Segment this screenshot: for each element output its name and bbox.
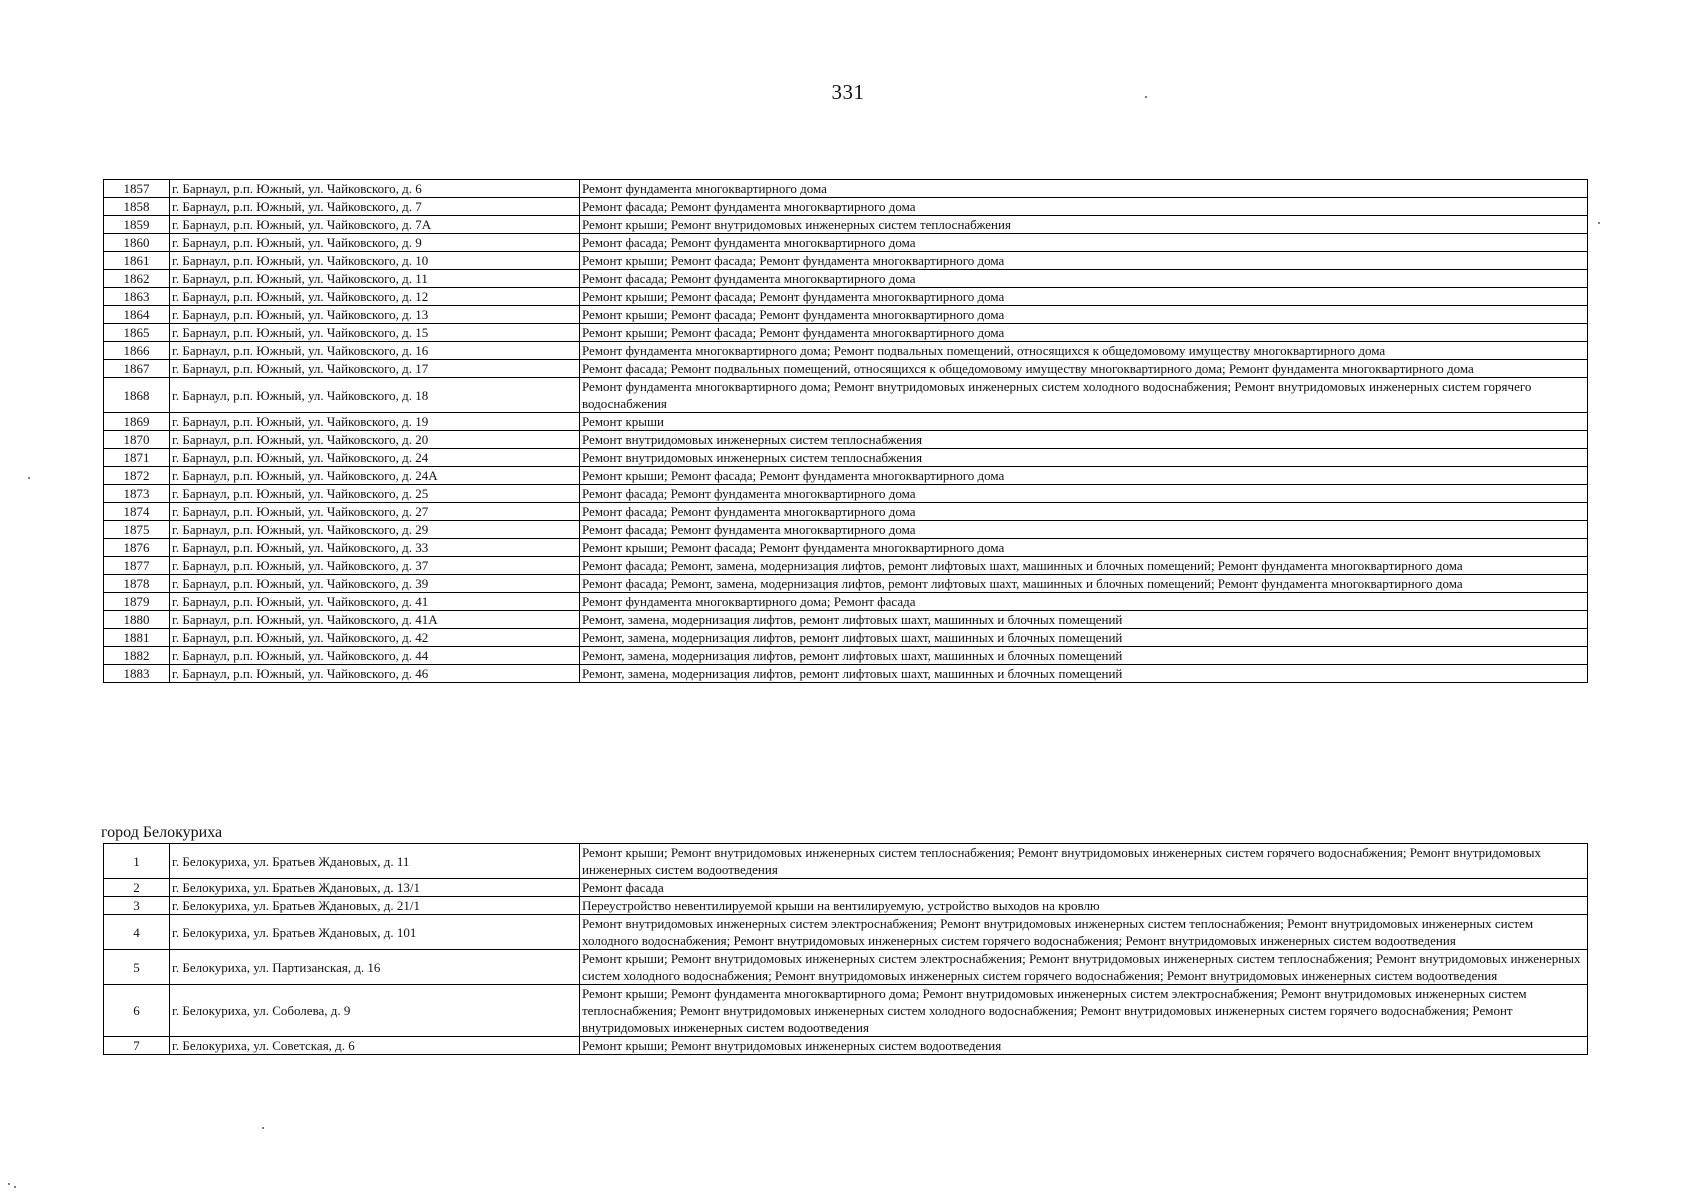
scan-speck xyxy=(28,477,30,479)
row-work-type: Ремонт внутридомовых инженерных систем электроснабжения; Ремонт внутридомовых инженерных систем теплоснабжения; Ремонт внутридомовых инженерных систем холодного водоснабжения; Ремонт внутридомовых инженерных систем горячего водоснабжения; Ремонт внутридомовых инженерных систем водоотведения xyxy=(580,915,1588,950)
table-row xyxy=(104,879,1588,897)
row-number: 7 xyxy=(104,1037,170,1055)
table-row xyxy=(104,485,1588,503)
row-work-type: Ремонт внутридомовых инженерных систем теплоснабжения xyxy=(580,449,1588,467)
row-work-type: Ремонт фасада; Ремонт, замена, модернизация лифтов, ремонт лифтовых шахт, машинных и блочных помещений; Ремонт фундамента многоквартирного дома xyxy=(580,557,1588,575)
row-number: 1858 xyxy=(104,198,170,216)
table-row xyxy=(104,897,1588,915)
row-work-type: Ремонт фасада; Ремонт фундамента многоквартирного дома xyxy=(580,485,1588,503)
row-number: 1878 xyxy=(104,575,170,593)
row-number: 1881 xyxy=(104,629,170,647)
row-number: 1876 xyxy=(104,539,170,557)
table-row xyxy=(104,521,1588,539)
row-address: г. Белокуриха, ул. Братьев Ждановых, д. 11 xyxy=(170,844,580,879)
row-number: 1883 xyxy=(104,665,170,683)
table-row xyxy=(104,575,1588,593)
row-work-type: Ремонт фасада; Ремонт фундамента многоквартирного дома xyxy=(580,270,1588,288)
row-work-type: Ремонт фундамента многоквартирного дома; Ремонт внутридомовых инженерных систем холодного водоснабжения; Ремонт внутридомовых инженерных систем горячего водоснабжения xyxy=(580,378,1588,413)
row-address: г. Барнаул, р.п. Южный, ул. Чайковского, д. 16 xyxy=(170,342,580,360)
row-address: г. Белокуриха, ул. Соболева, д. 9 xyxy=(170,985,580,1037)
row-number: 1872 xyxy=(104,467,170,485)
row-address: г. Барнаул, р.п. Южный, ул. Чайковского, д. 18 xyxy=(170,378,580,413)
table-row xyxy=(104,629,1588,647)
table-row xyxy=(104,611,1588,629)
row-number: 1869 xyxy=(104,413,170,431)
row-number: 4 xyxy=(104,915,170,950)
row-work-type: Ремонт крыши; Ремонт фасада; Ремонт фундамента многоквартирного дома xyxy=(580,306,1588,324)
row-number: 1877 xyxy=(104,557,170,575)
row-address: г. Барнаул, р.п. Южный, ул. Чайковского, д. 10 xyxy=(170,252,580,270)
table-row xyxy=(104,288,1588,306)
row-address: г. Барнаул, р.п. Южный, ул. Чайковского, д. 6 xyxy=(170,180,580,198)
row-number: 1857 xyxy=(104,180,170,198)
row-number: 1867 xyxy=(104,360,170,378)
row-address: г. Барнаул, р.п. Южный, ул. Чайковского, д. 33 xyxy=(170,539,580,557)
row-address: г. Барнаул, р.п. Южный, ул. Чайковского, д. 17 xyxy=(170,360,580,378)
row-number: 1875 xyxy=(104,521,170,539)
scan-speck xyxy=(14,1186,16,1188)
row-work-type: Ремонт фасада xyxy=(580,879,1588,897)
row-address: г. Белокуриха, ул. Братьев Ждановых, д. 21/1 xyxy=(170,897,580,915)
table-row xyxy=(104,539,1588,557)
row-work-type: Ремонт крыши; Ремонт фасада; Ремонт фундамента многоквартирного дома xyxy=(580,252,1588,270)
table-row xyxy=(104,378,1588,413)
row-number: 1865 xyxy=(104,324,170,342)
row-work-type: Ремонт фасада; Ремонт подвальных помещений, относящихся к общедомовому имуществу многоквартирного дома; Ремонт фундамента многоквартирного дома xyxy=(580,360,1588,378)
row-number: 1 xyxy=(104,844,170,879)
row-number: 1859 xyxy=(104,216,170,234)
section-title: город Белокуриха xyxy=(101,824,223,841)
row-address: г. Барнаул, р.п. Южный, ул. Чайковского, д. 13 xyxy=(170,306,580,324)
row-address: г. Барнаул, р.п. Южный, ул. Чайковского, д. 7А xyxy=(170,216,580,234)
row-address: г. Белокуриха, ул. Братьев Ждановых, д. 101 xyxy=(170,915,580,950)
row-work-type: Ремонт крыши; Ремонт фасада; Ремонт фундамента многоквартирного дома xyxy=(580,324,1588,342)
row-address: г. Барнаул, р.п. Южный, ул. Чайковского, д. 29 xyxy=(170,521,580,539)
table-row xyxy=(104,180,1588,198)
row-number: 1882 xyxy=(104,647,170,665)
row-work-type: Ремонт фасада; Ремонт, замена, модернизация лифтов, ремонт лифтовых шахт, машинных и блочных помещений; Ремонт фундамента многоквартирного дома xyxy=(580,575,1588,593)
row-work-type: Ремонт крыши; Ремонт фундамента многоквартирного дома; Ремонт внутридомовых инженерных систем электроснабжения; Ремонт внутридомовых инженерных систем теплоснабжения; Ремонт внутридомовых инженерных систем холодного водоснабжения; Ремонт внутридомовых инженерных систем горячего водоснабжения; Ремонт внутридомовых инженерных систем водоотведения xyxy=(580,985,1588,1037)
row-address: г. Барнаул, р.п. Южный, ул. Чайковского, д. 19 xyxy=(170,413,580,431)
row-address: г. Барнаул, р.п. Южный, ул. Чайковского, д. 20 xyxy=(170,431,580,449)
row-number: 1874 xyxy=(104,503,170,521)
row-address: г. Барнаул, р.п. Южный, ул. Чайковского, д. 42 xyxy=(170,629,580,647)
scan-speck xyxy=(262,1127,264,1129)
row-work-type: Ремонт крыши xyxy=(580,413,1588,431)
table-row xyxy=(104,593,1588,611)
row-work-type: Ремонт, замена, модернизация лифтов, ремонт лифтовых шахт, машинных и блочных помещений xyxy=(580,611,1588,629)
row-address: г. Барнаул, р.п. Южный, ул. Чайковского, д. 12 xyxy=(170,288,580,306)
table-row xyxy=(104,198,1588,216)
row-address: г. Барнаул, р.п. Южный, ул. Чайковского, д. 7 xyxy=(170,198,580,216)
row-address: г. Барнаул, р.п. Южный, ул. Чайковского, д. 41А xyxy=(170,611,580,629)
repair-table-belokuriha xyxy=(103,843,1588,1055)
row-work-type: Ремонт фасада; Ремонт фундамента многоквартирного дома xyxy=(580,503,1588,521)
table-row xyxy=(104,665,1588,683)
table-row xyxy=(104,216,1588,234)
row-number: 1868 xyxy=(104,378,170,413)
row-address: г. Барнаул, р.п. Южный, ул. Чайковского, д. 39 xyxy=(170,575,580,593)
scan-speck xyxy=(8,1183,10,1185)
row-address: г. Барнаул, р.п. Южный, ул. Чайковского, д. 27 xyxy=(170,503,580,521)
table-row xyxy=(104,234,1588,252)
table-row xyxy=(104,557,1588,575)
row-number: 5 xyxy=(104,950,170,985)
table-row xyxy=(104,306,1588,324)
row-work-type: Ремонт крыши; Ремонт внутридомовых инженерных систем электроснабжения; Ремонт внутридомовых инженерных систем теплоснабжения; Ремонт внутридомовых инженерных систем холодного водоснабжения; Ремонт внутридомовых инженерных систем горячего водоснабжения; Ремонт внутридомовых инженерных систем водоотведения xyxy=(580,950,1588,985)
row-address: г. Барнаул, р.п. Южный, ул. Чайковского, д. 44 xyxy=(170,647,580,665)
row-number: 6 xyxy=(104,985,170,1037)
row-number: 1866 xyxy=(104,342,170,360)
table-row xyxy=(104,950,1588,985)
scan-speck xyxy=(1598,222,1600,224)
row-address: г. Барнаул, р.п. Южный, ул. Чайковского, д. 15 xyxy=(170,324,580,342)
row-number: 1860 xyxy=(104,234,170,252)
repair-table-barnaul xyxy=(103,179,1588,683)
table-row xyxy=(104,270,1588,288)
row-number: 1879 xyxy=(104,593,170,611)
table-row xyxy=(104,413,1588,431)
row-work-type: Ремонт крыши; Ремонт внутридомовых инженерных систем теплоснабжения; Ремонт внутридомовых инженерных систем горячего водоснабжения; Ремонт внутридомовых инженерных систем водоотведения xyxy=(580,844,1588,879)
row-work-type: Ремонт фасада; Ремонт фундамента многоквартирного дома xyxy=(580,198,1588,216)
row-address: г. Барнаул, р.п. Южный, ул. Чайковского, д. 37 xyxy=(170,557,580,575)
table-row xyxy=(104,324,1588,342)
table-row xyxy=(104,915,1588,950)
table-row xyxy=(104,449,1588,467)
row-number: 1871 xyxy=(104,449,170,467)
row-address: г. Барнаул, р.п. Южный, ул. Чайковского, д. 11 xyxy=(170,270,580,288)
row-work-type: Ремонт внутридомовых инженерных систем теплоснабжения xyxy=(580,431,1588,449)
row-work-type: Ремонт фундамента многоквартирного дома; Ремонт фасада xyxy=(580,593,1588,611)
table-row xyxy=(104,985,1588,1037)
page-number: 331 xyxy=(831,80,865,104)
row-work-type: Ремонт крыши; Ремонт внутридомовых инженерных систем водоотведения xyxy=(580,1037,1588,1055)
row-address: г. Барнаул, р.п. Южный, ул. Чайковского, д. 24А xyxy=(170,467,580,485)
row-address: г. Белокуриха, ул. Советская, д. 6 xyxy=(170,1037,580,1055)
row-number: 1864 xyxy=(104,306,170,324)
row-number: 2 xyxy=(104,879,170,897)
row-work-type: Ремонт, замена, модернизация лифтов, ремонт лифтовых шахт, машинных и блочных помещений xyxy=(580,665,1588,683)
row-work-type: Ремонт, замена, модернизация лифтов, ремонт лифтовых шахт, машинных и блочных помещений xyxy=(580,629,1588,647)
table-row xyxy=(104,467,1588,485)
row-address: г. Барнаул, р.п. Южный, ул. Чайковского, д. 25 xyxy=(170,485,580,503)
row-work-type: Ремонт крыши; Ремонт внутридомовых инженерных систем теплоснабжения xyxy=(580,216,1588,234)
scan-speck xyxy=(1145,96,1147,98)
table-row xyxy=(104,503,1588,521)
table-row xyxy=(104,360,1588,378)
row-number: 1870 xyxy=(104,431,170,449)
row-number: 1861 xyxy=(104,252,170,270)
row-work-type: Ремонт фундамента многоквартирного дома xyxy=(580,180,1588,198)
row-address: г. Белокуриха, ул. Партизанская, д. 16 xyxy=(170,950,580,985)
row-work-type: Ремонт фундамента многоквартирного дома; Ремонт подвальных помещений, относящихся к общедомовому имуществу многоквартирного дома xyxy=(580,342,1588,360)
row-number: 1880 xyxy=(104,611,170,629)
row-work-type: Ремонт крыши; Ремонт фасада; Ремонт фундамента многоквартирного дома xyxy=(580,467,1588,485)
table-row xyxy=(104,252,1588,270)
row-work-type: Ремонт крыши; Ремонт фасада; Ремонт фундамента многоквартирного дома xyxy=(580,288,1588,306)
row-work-type: Ремонт фасада; Ремонт фундамента многоквартирного дома xyxy=(580,234,1588,252)
table-row xyxy=(104,647,1588,665)
table-row xyxy=(104,431,1588,449)
row-address: г. Барнаул, р.п. Южный, ул. Чайковского, д. 41 xyxy=(170,593,580,611)
table-row xyxy=(104,844,1588,879)
row-work-type: Ремонт крыши; Ремонт фасада; Ремонт фундамента многоквартирного дома xyxy=(580,539,1588,557)
row-address: г. Барнаул, р.п. Южный, ул. Чайковского, д. 9 xyxy=(170,234,580,252)
row-address: г. Барнаул, р.п. Южный, ул. Чайковского, д. 24 xyxy=(170,449,580,467)
row-number: 1862 xyxy=(104,270,170,288)
row-address: г. Барнаул, р.п. Южный, ул. Чайковского, д. 46 xyxy=(170,665,580,683)
row-number: 1863 xyxy=(104,288,170,306)
table-row xyxy=(104,1037,1588,1055)
row-work-type: Переустройство невентилируемой крыши на вентилируемую, устройство выходов на кровлю xyxy=(580,897,1588,915)
row-number: 1873 xyxy=(104,485,170,503)
table-row xyxy=(104,342,1588,360)
row-work-type: Ремонт фасада; Ремонт фундамента многоквартирного дома xyxy=(580,521,1588,539)
row-work-type: Ремонт, замена, модернизация лифтов, ремонт лифтовых шахт, машинных и блочных помещений xyxy=(580,647,1588,665)
row-address: г. Белокуриха, ул. Братьев Ждановых, д. 13/1 xyxy=(170,879,580,897)
row-number: 3 xyxy=(104,897,170,915)
